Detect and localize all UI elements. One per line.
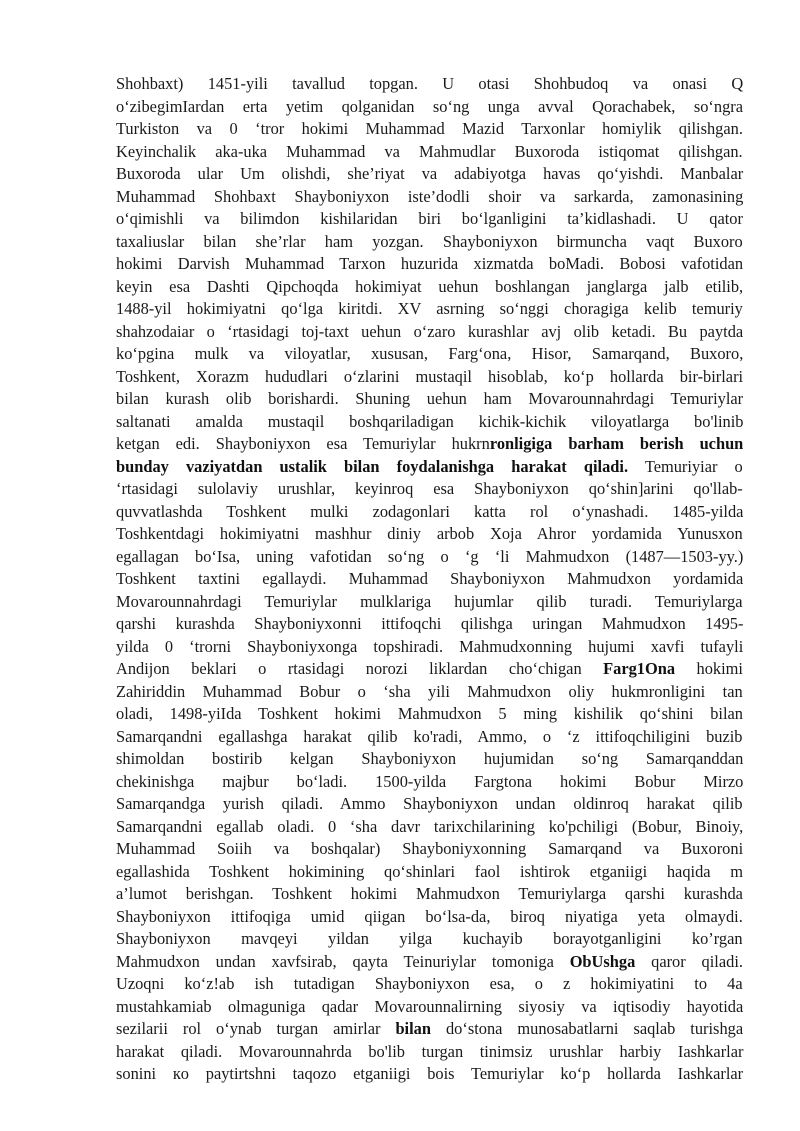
text-segment: Andijon beklari o rtasidagi norozi liklardan cho‘chigan [116, 659, 604, 678]
text-line [116, 928, 743, 951]
text-segment: Zahiriddin Muhammad Bobur o ‘sha yili Mahmudxon oliy hukmronligini tan [116, 681, 743, 701]
text-line [116, 636, 743, 659]
text-line [116, 501, 743, 524]
text-line [116, 208, 743, 231]
text-segment: Muhammad Shohbaxt Shayboniyxon iste’dodli shoir va sarkarda, zamonasining [116, 186, 744, 206]
text-segment: Shayboniyxon ittifoqiga umid qiigan bo‘lsa-da, biroq niyatiga yeta olmaydi. [116, 906, 743, 926]
text-segment: Samarqandni egallashga harakat qilib ko'radi, Ammo, o ‘z ittifoqchiligini buzib [116, 726, 743, 746]
text-segment: quvvatlashda Toshkent mulki zodagonlari katta rol o‘ynashadi. 1485-yilda [116, 501, 744, 521]
text-segment: taxaliuslar bilan she’rlar ham yozgan. Shayboniyxon birmuncha vaqt Buxoro [116, 231, 743, 251]
text-line [116, 276, 743, 299]
text-segment: Samarqandni egallab oladi. 0 ‘sha davr tarixchilarining ko'pchiligi (Bobur, Binoiy, [116, 816, 744, 836]
text-line [116, 186, 743, 209]
text-segment: ‘rtasidagi sulolaviy urushlar, keyinroq esa Shayboniyxon qo‘shin]arini qo'llab- [116, 479, 743, 498]
text-segment: 1488-yil hokimiyatni qo‘lga kiritdi. XV asrning so‘nggi choragiga kelib temuriy [116, 299, 743, 318]
bold-text-segment: bilan [395, 1019, 431, 1038]
text-line [116, 568, 743, 591]
text-segment: keyin esa Dashti Qipchoqda hokimiyat uehun boshlangan janglarga jalb etilib, [116, 276, 744, 296]
text-line [116, 411, 743, 434]
text-line [116, 118, 743, 141]
text-segment: Samarqandga yurish qiladi. Ammo Shayboniyxon undan oldinroq harakat qilib [116, 794, 743, 813]
text-segment: Buxoroda ular Um olishdi, she’riyat va adabiyotga havas qo‘yishdi. Manbalar [116, 164, 744, 183]
text-segment: sezilarii rol o‘ynab turgan amirlar [116, 1019, 396, 1038]
text-line [116, 298, 743, 321]
text-line [116, 906, 743, 929]
text-line [116, 456, 743, 479]
text-segment: oladi, 1498-yiIda Toshkent hokimi Mahmudxon 5 ming kishilik qo‘shini bilan [116, 704, 744, 723]
text-segment: egallashida Toshkent hokimining qo‘shinlari faol ishtirok etganiigi haqida m [116, 861, 744, 881]
text-line [116, 523, 743, 546]
text-line [116, 996, 743, 1019]
text-segment: a’lumot berishgan. Toshkent hokimi Mahmudxon Temuriylarga qarshi kurashda [116, 884, 743, 903]
text-segment: saltanati amalda mustaqil boshqariladigan kichik-kichik viloyatlarga bo'linib [116, 411, 744, 431]
text-segment: Toshkent, Xorazm hududlari o‘zlarini mustaqil hisoblab, ko‘p hollarda bir-birlari [116, 366, 744, 386]
text-segment: Mahmudxon undan xavfsirab, qayta Teinuriylar tomoniga [116, 951, 570, 971]
text-segment: bilan kurash olib borishardi. Shuning uehun ham Movarounnahrdagi Temuriylar [116, 389, 744, 408]
text-segment: chekinishga majbur bo‘ladi. 1500-yilda Fargtona hokimi Bobur Mirzo [116, 771, 744, 791]
text-segment: Uzoqni ko‘z!ab ish tutadigan Shayboniyxon esa, o z hokimiyatini to 4a [116, 974, 743, 993]
text-segment: qarshi kurashda Shayboniyxonni ittifoqchi qilishga uringan Mahmudxon 1495- [116, 614, 744, 633]
text-segment: Muhammad Soiih va boshqalar) Shayboniyxonning Samarqand va Buxoroni [116, 839, 744, 858]
bold-text-segment: bunday vaziyatdan ustalik bilan foydalanishga harakat qiladi. [116, 456, 629, 476]
bold-text-segment: ObUshga [569, 951, 636, 971]
text-line [116, 861, 743, 884]
text-line [116, 96, 743, 119]
text-segment: Turkiston va 0 ‘tror hokimi Muhammad Mazid Tarxonlar homiylik qilishgan. [116, 119, 743, 138]
text-line [116, 478, 743, 501]
text-line [116, 253, 743, 276]
text-segment: shimoldan bostirib kelgan Shayboniyxon hujumidan so‘ng Samarqanddan [116, 749, 744, 768]
text-segment: Toshkent taxtini egallaydi. Muhammad Shayboniyxon Mahmudxon yordamida [116, 569, 744, 588]
body-text [116, 73, 743, 1086]
text-line [116, 1041, 743, 1064]
text-line [116, 613, 743, 636]
text-line [116, 388, 743, 411]
text-line [116, 703, 743, 726]
text-line [116, 73, 743, 96]
text-line [116, 883, 743, 906]
text-line [116, 546, 743, 569]
text-line [116, 1018, 743, 1041]
text-segment: mustahkamiab olmaguniga qadar Movarounnalirning siyosiy va iqtisodiy hayotida [116, 996, 744, 1016]
text-line [116, 591, 743, 614]
text-segment: Movarounnahrdagi Temuriylar mulklariga hujumlar qilib turadi. Temuriylarga [116, 591, 743, 611]
text-line [116, 141, 743, 164]
text-line [116, 366, 743, 389]
text-segment: Keyinchalik aka-uka Muhammad va Mahmudlar Buxoroda istiqomat qilishgan. [116, 141, 743, 161]
text-line [116, 726, 743, 749]
text-segment: shahzodaiar o ‘rtasidagi toj-taxt uehun o‘zaro kurashlar avj olib ketadi. Bu paytda [116, 321, 744, 341]
text-line [116, 973, 743, 996]
text-segment: do‘stona munosabatlarni saqlab turishga [430, 1019, 744, 1038]
text-segment: Shayboniyxon mavqeyi yildan yilga kuchayib borayotganligini ko’rgan [116, 929, 743, 948]
text-line [116, 343, 743, 366]
text-segment: qaror qiladi. [635, 951, 743, 971]
text-line [116, 231, 743, 254]
text-segment: hokimi [675, 659, 743, 678]
text-line [116, 433, 743, 456]
text-line [116, 1063, 743, 1086]
text-segment: yilda 0 ‘trorni Shayboniyxonga topshiradi. Mahmudxonning hujumi xavfi tufayli [116, 636, 744, 656]
text-line [116, 681, 743, 704]
text-segment: hokimi Darvish Muhammad Tarxon huzurida xizmatda boMadi. Bobosi vafotidan [116, 254, 744, 273]
text-line [116, 658, 743, 681]
text-segment: Temuriyiar o [628, 456, 743, 476]
text-segment: Shohbaxt) 1451-yili tavallud topgan. U otasi Shohbudoq va onasi Q [116, 74, 744, 93]
bold-text-segment: Farg1Ona [603, 659, 676, 678]
text-segment: ko‘pgina mulk va viloyatlar, xususan, Farg‘ona, Hisor, Samarqand, Buxoro, [116, 344, 744, 363]
text-line [116, 771, 743, 794]
text-segment: Toshkentdagi hokimiyatni mashhur diniy arbob Xoja Ahror yordamida Yunusxon [116, 524, 743, 543]
text-line [116, 163, 743, 186]
text-segment: o‘zibegimIardan erta yetim qolganidan so‘ng unga avval Qorachabek, so‘ngra [116, 96, 744, 116]
text-line [116, 748, 743, 771]
text-line [116, 838, 743, 861]
text-line [116, 816, 743, 839]
text-line [116, 951, 743, 974]
text-segment: egallagan bo‘Isa, uning vafotidan so‘ng o ‘g ‘li Mahmudxon (1487—1503-yy.) [116, 546, 744, 566]
text-segment: harakat qiladi. Movarounnahrda bo'lib turgan tinimsiz urushlar harbiy Iashkarlar [116, 1041, 744, 1061]
text-segment: sonini кo paytirtshni taqozo etganiigi bois Temuriylar ko‘p hollarda Iashkarlar [116, 1064, 744, 1083]
text-line [116, 793, 743, 816]
bold-text-segment: ronligiga barham berish uchun [489, 434, 744, 453]
text-line [116, 321, 743, 344]
text-segment: ketgan edi. Shayboniyxon esa Temuriylar hukrn [116, 434, 490, 453]
text-segment: o‘qimishli va bilimdon kishilaridan biri bo‘lganligini ta’kidlashadi. U qator [116, 209, 743, 228]
